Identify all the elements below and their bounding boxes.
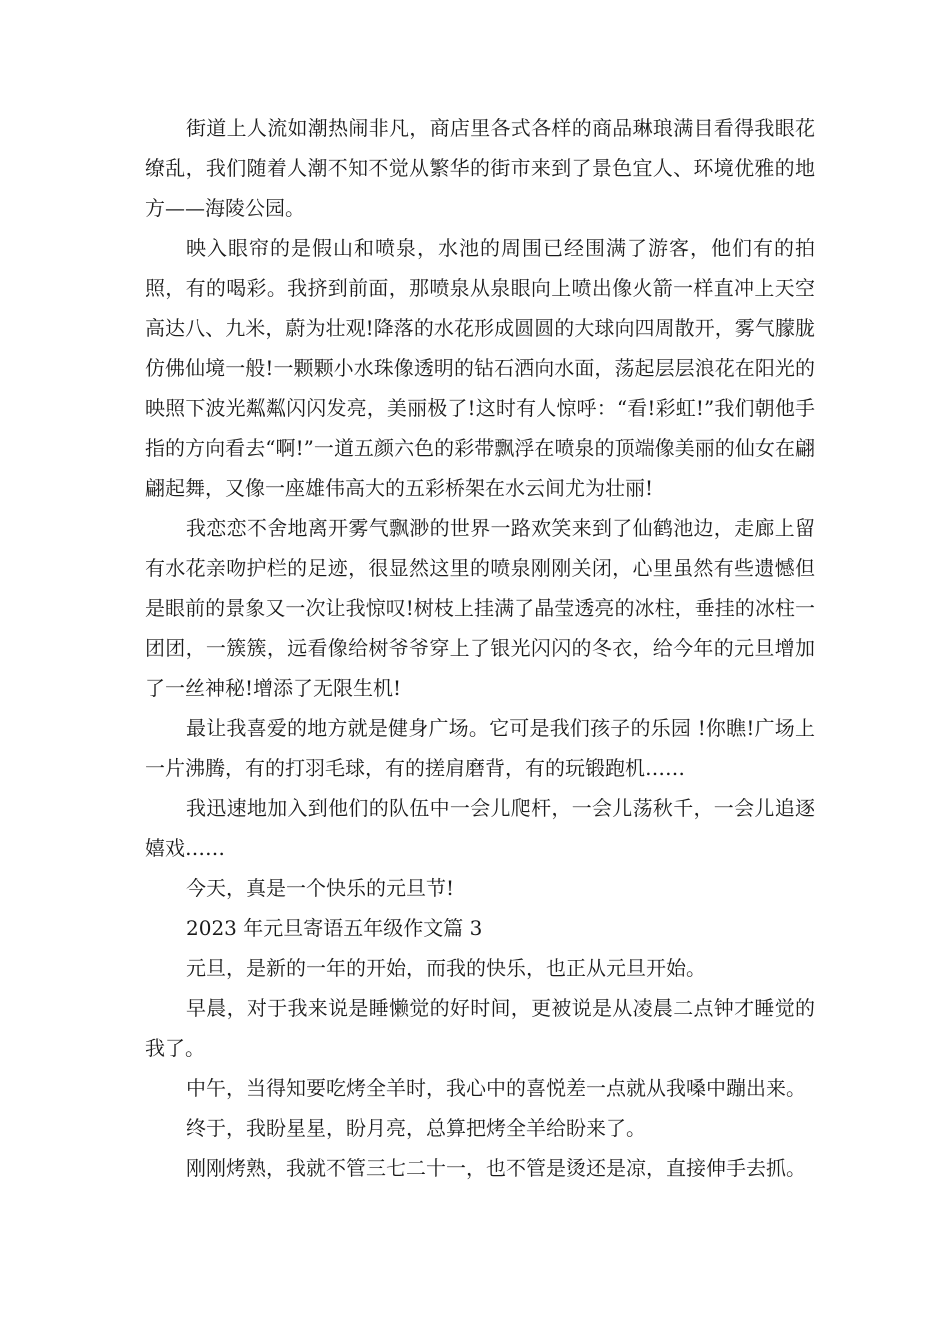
paragraph-park-arrival: 街道上人流如潮热闹非凡，商店里各式各样的商品琳琅满目看得我眼花缭乱，我们随着人潮不知不觉从繁华的街市来到了景色宜人、环境优雅的地方——海陵公园。 — [145, 116, 815, 220]
paragraph-fitness-square: 最让我喜爱的地方就是健身广场。它可是我们孩子的乐园 !你瞧!广场上一片沸腾，有的打羽毛球，有的搓肩磨背，有的玩锻跑机…… — [145, 716, 815, 780]
paragraph-fountain: 映入眼帘的是假山和喷泉，水池的周围已经围满了游客，他们有的拍照，有的喝彩。我挤到前面，那喷泉从泉眼向上喷出像火箭一样直冲上天空高达八、九米，蔚为壮观!降落的水花形成圆圆的大球向四周散开，雾气朦胧仿佛仙境一般!一颗颗小水珠像透明的钻石洒向水面，荡起层层浪花在阳光的映照下波光粼粼闪闪发亮，美丽极了!这时有人惊呼：“看!彩虹!”我们朝他手指的方向看去“啊!”一道五颜六色的彩带飘浮在喷泉的顶端像美丽的仙女在翩翩起舞，又像一座雄伟高大的五彩桥架在水云间尤为壮丽! — [145, 236, 815, 500]
paragraph-waiting: 终于，我盼星星，盼月亮，总算把烤全羊给盼来了。 — [186, 1116, 646, 1140]
paragraph-crane-pond: 我恋恋不舍地离开雾气飘渺的世界一路欢笑来到了仙鹤池边，走廊上留有水花亲吻护栏的足迹，很显然这里的喷泉刚刚关闭，心里虽然有些遗憾但是眼前的景象又一次让我惊叹!树枝上挂满了晶莹透亮的冰柱，垂挂的冰柱一团团，一簇簇，远看像给树爷爷穿上了银光闪闪的冬衣，给今年的元旦增加了一丝神秘!增添了无限生机! — [145, 516, 815, 700]
paragraph-happy-day: 今天，真是一个快乐的元旦节! — [186, 876, 455, 900]
paragraph-morning: 早晨，对于我来说是睡懒觉的好时间，更被说是从凌晨二点钟才睡觉的我了。 — [145, 996, 815, 1060]
paragraph-grabbing: 刚刚烤熟，我就不管三七二十一，也不管是烫还是凉，直接伸手去抓。 — [186, 1156, 806, 1180]
paragraph-new-year-start: 元旦，是新的一年的开始，而我的快乐，也正从元旦开始。 — [186, 956, 706, 980]
paragraph-joining-play: 我迅速地加入到他们的队伍中一会儿爬杆，一会儿荡秋千，一会儿追逐嬉戏…… — [145, 796, 815, 860]
paragraph-noon: 中午，当得知要吃烤全羊时，我心中的喜悦差一点就从我嗓中蹦出来。 — [186, 1076, 806, 1100]
section-heading: 2023 年元旦寄语五年级作文篇 3 — [186, 916, 483, 940]
document-body — [145, 108, 815, 1188]
